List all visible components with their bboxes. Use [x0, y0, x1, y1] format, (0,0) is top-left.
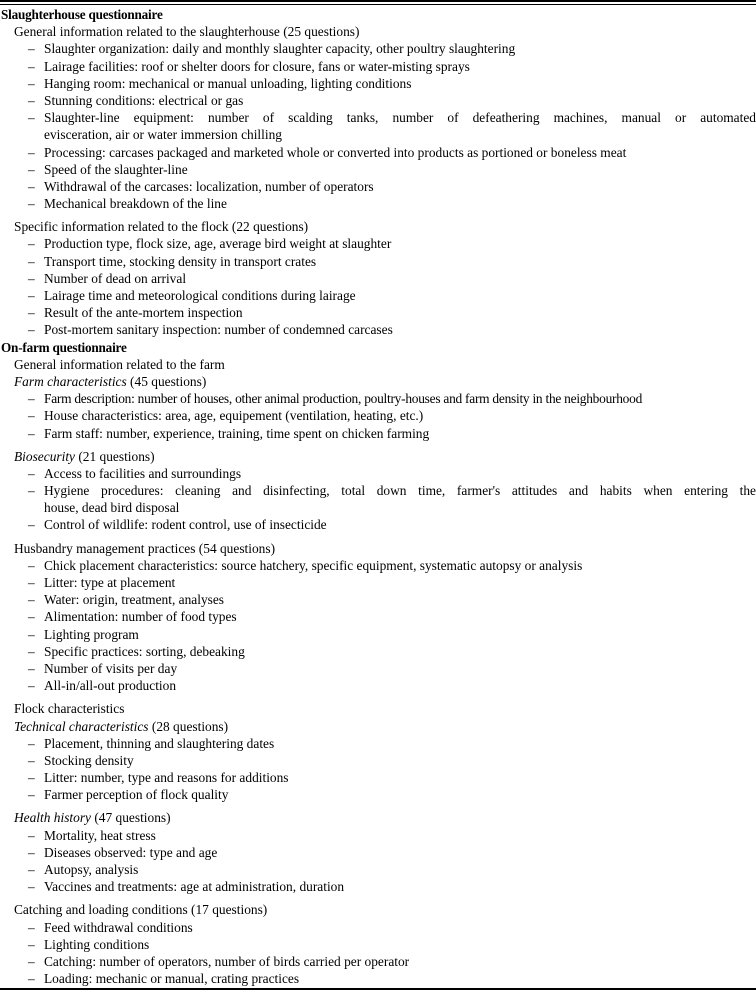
list-item: – Feed withdrawal conditions — [28, 919, 193, 935]
biosecurity-list — [0, 465, 756, 534]
slaughterhouse-title: Slaughterhouse questionnaire — [1, 7, 163, 22]
list-item: – House characteristics: area, age, equipement (ventilation, heating, etc.) — [28, 408, 424, 424]
list-item: – Litter: type at placement — [28, 575, 176, 590]
list-item: – Slaughter organization: daily and monthly slaughter capacity, other poultry slaughtering — [28, 41, 516, 57]
slaughterhouse-general-heading: General information related to the slaughterhouse (25 questions) — [14, 24, 360, 40]
list-item: – All-in/all-out production — [28, 678, 177, 694]
list-item: – Farm staff: number, experience, training, time spent on chicken farming — [28, 425, 430, 441]
list-item: – Farmer perception of flock quality — [28, 787, 229, 803]
farm-characteristics-heading: Farm characteristics (45 questions) — [14, 373, 207, 389]
list-item: – Autopsy, analysis — [28, 862, 139, 877]
list-item: – Result of the ante-mortem inspection — [28, 305, 243, 321]
list-item: – Hanging room: mechanical or manual unloading, lighting conditions — [28, 75, 412, 91]
list-item: – Stocking density — [28, 752, 134, 768]
list-item: – Lighting program — [28, 626, 139, 642]
list-item: – Stunning conditions: electrical or gas — [28, 92, 244, 108]
catching-heading: Catching and loading conditions (17 questions) — [14, 902, 268, 918]
technical-characteristics-heading: Technical characteristics (28 questions) — [14, 718, 229, 734]
list-item: – Lighting conditions — [28, 936, 150, 952]
list-item: – Transport time, stocking density in transport crates — [28, 253, 317, 269]
list-item: – Production type, flock size, age, average bird weight at slaughter — [28, 236, 392, 252]
list-item: – Mortality, heat stress — [28, 827, 156, 843]
list-item: – Lairage time and meteorological conditions during lairage — [28, 288, 356, 303]
list-item: – Vaccines and treatments: age at administration, duration — [28, 879, 345, 895]
husbandry-list — [0, 557, 756, 695]
list-item: – Diseases observed: type and age — [28, 844, 218, 860]
technical-list — [0, 735, 756, 804]
biosecurity-heading: Biosecurity (21 questions) — [14, 448, 155, 464]
catching-list — [0, 919, 756, 988]
health-list — [0, 827, 756, 896]
top-rule-thin — [0, 4, 756, 5]
list-item: – Alimentation: number of food types — [28, 609, 237, 625]
list-item: – Speed of the slaughter-line — [28, 161, 188, 177]
onfarm-title: On-farm questionnaire — [1, 339, 127, 355]
health-history-heading: Health history (47 questions) — [14, 810, 171, 826]
list-item: – Number of dead on arrival — [28, 270, 187, 286]
list-item-continuation: evisceration, air or water immersion chilling — [44, 127, 282, 143]
list-item: – Lairage facilities: roof or shelter doors for closure, fans or water-misting sprays — [28, 58, 470, 74]
questionnaire-table — [0, 6, 756, 987]
list-item: – Control of wildlife: rodent control, use of insecticide — [28, 517, 327, 533]
flock-characteristics-heading: Flock characteristics — [14, 701, 125, 717]
slaughterhouse-flock-heading: Specific information related to the flock (22 questions) — [14, 219, 309, 235]
top-rule-thick — [0, 0, 756, 2]
list-item: – Chick placement characteristics: source hatchery, specific equipment, systematic autopsy or analysis — [28, 557, 583, 573]
list-item: – Processing: carcases packaged and marketed whole or converted into products as portioned or boneless meat — [28, 144, 627, 160]
farm-characteristics-list — [0, 390, 756, 442]
list-item: – Withdrawal of the carcases: localization, number of operators — [28, 178, 374, 194]
onfarm-general-heading: General information related to the farm — [14, 356, 225, 372]
bottom-rule — [0, 988, 756, 990]
slaughterhouse-general-list — [0, 40, 756, 212]
list-item: – Specific practices: sorting, debeaking — [28, 643, 245, 659]
list-item: – Placement, thinning and slaughtering dates — [28, 735, 275, 751]
husbandry-heading: Husbandry management practices (54 questions) — [14, 540, 276, 556]
list-item: – Water: origin, treatment, analyses — [28, 592, 225, 608]
list-item: – Mechanical breakdown of the line — [28, 196, 227, 212]
list-item: – Slaughter-line equipment: number of scalding tanks, number of defeathering machines, manual or automated — [28, 110, 756, 126]
list-item: – Loading: mechanic or manual, crating practices — [28, 971, 300, 987]
list-item: – Catching: number of operators, number of birds carried per operator — [28, 953, 410, 969]
slaughterhouse-flock-list — [0, 235, 756, 338]
list-item: – Hygiene procedures: cleaning and disinfecting, total down time, farmer's attitudes and habits when entering the — [28, 483, 756, 499]
list-item: – Post-mortem sanitary inspection: number of condemned carcases — [28, 322, 393, 338]
list-item: – Number of visits per day — [28, 660, 178, 676]
list-item: – Litter: number, type and reasons for additions — [28, 770, 289, 786]
list-item: – Farm description: number of houses, other animal production, poultry-houses and farm density in the neighbourhood — [28, 391, 643, 407]
list-item: – Access to facilities and surroundings — [28, 465, 242, 481]
list-item-continuation: house, dead bird disposal — [44, 500, 180, 516]
